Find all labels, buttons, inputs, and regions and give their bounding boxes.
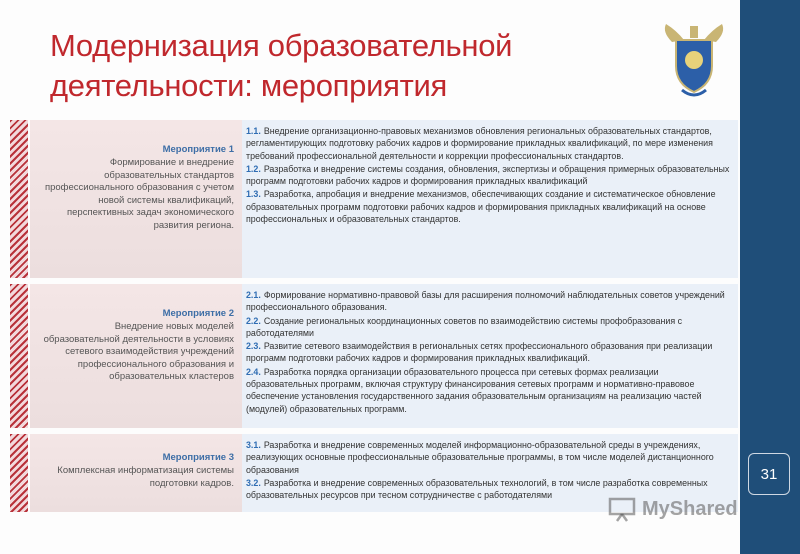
measure-description: Формирование и внедрение образовательных стандартов профессионального образования с учетом новой системы квалификаций, перспективных задач экономического развития региона. (44, 157, 234, 231)
watermark-text: MyShared (642, 497, 738, 520)
measure-items (242, 284, 738, 428)
page-title (50, 26, 610, 106)
row-stripe (10, 120, 28, 278)
page-number: 31 (748, 453, 790, 495)
list-item: 2.1. Формирование нормативно-правовой базы для расширения полномочий наблюдательных советов учреждений профессионального образования. (246, 290, 725, 313)
list-item: 1.3. Разработка, апробация и внедрение механизмов, обеспечивающих создание и систематическое обновление образовательных программ подготовки рабочих кадров и формирования прикладных квалификаций на основе профессиональных и образовательных стандартов. (246, 189, 716, 225)
row-stripe (10, 284, 28, 428)
crest-emblem-icon (662, 20, 726, 102)
list-item: 2.3. Развитие сетевого взаимодействия в региональных сетях профессионального образования при реализации программ подготовки рабочих кадров и формирования прикладных квалификаций. (246, 341, 713, 364)
measure-label: Мероприятие 1 (162, 144, 234, 155)
measure-label: Мероприятие 2 (162, 308, 234, 319)
list-item: 2.2. Создание региональных координационных советов по взаимодействию системы профобразования с работодателями (246, 315, 683, 338)
list-item: 1.1. Внедрение организационно-правовых механизмов обновления региональных образовательных стандартов, регламентирующих подготовку рабочих кадров и формирование прикладных квалификаций, по мере изменения требований профессиональной деятельности и коррекции профессиональных стандартов. (246, 126, 713, 161)
measure-description: Комплексная информатизация системы подготовки кадров. (57, 465, 234, 489)
title-line-2: деятельности: мероприятия (50, 68, 447, 103)
measure-description: Внедрение новых моделей образовательной деятельности в условиях сетевого взаимодействия учреждений профессионального образования и образовательных кластеров (43, 321, 234, 382)
measure-summary (30, 120, 242, 278)
measure-label: Мероприятие 3 (162, 452, 234, 463)
list-item: 2.4. Разработка порядка организации образовательного процесса при сетевых формах реализации образовательных программ, включая структуру финансирования сетевых программ и нормативно-правовое обеспечение установления государственного задания образовательным организациям на реализацию частей (модулей) образовательных программ. (246, 366, 702, 414)
measure-summary (30, 284, 242, 428)
list-item: 1.2. Разработка и внедрение системы создания, обновления, экспертизы и обращения примерных образовательных программ подготовки рабочих кадров и формирования прикладных квалификаций (246, 163, 730, 187)
measure-summary (30, 434, 242, 512)
presentation-icon (608, 496, 636, 522)
watermark (608, 494, 768, 524)
list-item: 3.2. Разработка и внедрение современных образовательных технологий, в том числе разработка современных образовательных ресурсов при тесном сотрудничестве с работодателями (246, 477, 708, 501)
measure-items (242, 120, 738, 278)
row-stripe (10, 434, 28, 512)
measure-row-1 (10, 120, 738, 278)
title-line-1: Модернизация образовательной (50, 28, 513, 63)
measure-row-2 (10, 284, 738, 428)
list-item: 3.1. Разработка и внедрение современных моделей информационно-образовательной среды в учреждениях, реализующих основные профессиональные образовательные программы, в том числе моделей дистанционного образования (246, 440, 714, 475)
